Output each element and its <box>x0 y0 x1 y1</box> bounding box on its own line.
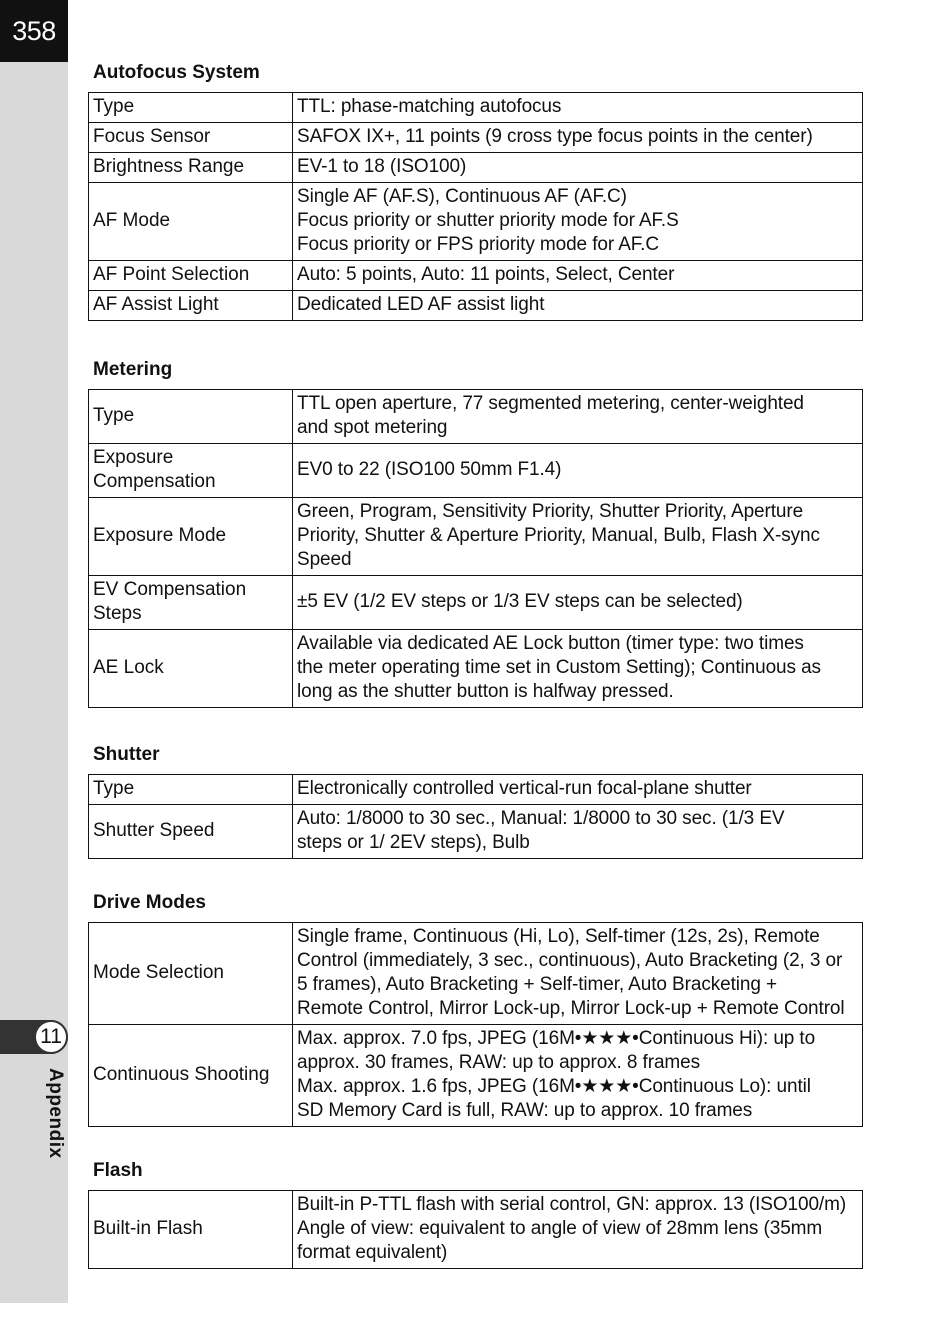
chapter-title: Appendix <box>45 1068 66 1159</box>
row-value: TTL open aperture, 77 segmented metering, center-weighted and spot metering <box>293 390 863 444</box>
row-label: Exposure Compensation <box>89 444 293 498</box>
row-label: AF Assist Light <box>89 291 293 321</box>
table-row <box>89 775 863 805</box>
table-row <box>89 123 863 153</box>
spec-table <box>88 389 863 708</box>
row-label: Type <box>89 775 293 805</box>
row-value: Built-in P-TTL flash with serial control, GN: approx. 13 (ISO100/m) Angle of view: equivalent to angle of view of 28mm lens (35mm format equivalent) <box>293 1191 863 1269</box>
row-value: ±5 EV (1/2 EV steps or 1/3 EV steps can be selected) <box>293 576 863 630</box>
section-title: Flash <box>93 1160 143 1181</box>
table-row <box>89 183 863 261</box>
table-row <box>89 390 863 444</box>
row-label: Type <box>89 390 293 444</box>
table-row <box>89 576 863 630</box>
row-label: Exposure Mode <box>89 498 293 576</box>
section-flash <box>88 1160 863 1269</box>
row-label: Focus Sensor <box>89 123 293 153</box>
section-title: Metering <box>93 359 173 380</box>
row-value: Auto: 5 points, Auto: 11 points, Select, Center <box>293 261 863 291</box>
table-row <box>89 498 863 576</box>
row-value: Single AF (AF.S), Continuous AF (AF.C) Focus priority or shutter priority mode for AF.S Focus priority or FPS priority mode for AF.C <box>293 183 863 261</box>
table-row <box>89 93 863 123</box>
section-autofocus <box>88 62 863 321</box>
row-label: AF Mode <box>89 183 293 261</box>
row-value: Single frame, Continuous (Hi, Lo), Self-timer (12s, 2s), Remote Control (immediately, 3 sec., continuous), Auto Bracketing (2, 3 or 5 frames), Auto Bracketing + Self-timer, Auto Bracketing + Remote Control, Mirror Lock-up, Mirror Lock-up + Remote Control <box>293 923 863 1025</box>
row-value: Green, Program, Sensitivity Priority, Shutter Priority, Aperture Priority, Shutter & Aperture Priority, Manual, Bulb, Flash X-sync Speed <box>293 498 863 576</box>
row-label: Built-in Flash <box>89 1191 293 1269</box>
row-label: Brightness Range <box>89 153 293 183</box>
row-value: EV0 to 22 (ISO100 50mm F1.4) <box>293 444 863 498</box>
row-value: TTL: phase-matching autofocus <box>293 93 863 123</box>
row-label: Mode Selection <box>89 923 293 1025</box>
section-title: Autofocus System <box>93 62 260 83</box>
row-label: AE Lock <box>89 630 293 708</box>
spec-table <box>88 92 863 321</box>
page-number: 358 <box>0 0 68 62</box>
row-label: Continuous Shooting <box>89 1025 293 1127</box>
row-label: Shutter Speed <box>89 805 293 859</box>
table-row <box>89 805 863 859</box>
table-row <box>89 153 863 183</box>
table-row <box>89 630 863 708</box>
table-row <box>89 1191 863 1269</box>
section-metering <box>88 359 863 708</box>
row-label: Type <box>89 93 293 123</box>
table-row <box>89 444 863 498</box>
section-drive-modes <box>88 892 863 1127</box>
spec-table <box>88 1190 863 1269</box>
row-label: AF Point Selection <box>89 261 293 291</box>
row-value: EV-1 to 18 (ISO100) <box>293 153 863 183</box>
spec-table <box>88 922 863 1127</box>
table-row <box>89 261 863 291</box>
row-value: Max. approx. 7.0 fps, JPEG (16M•★★★•Continuous Hi): up to approx. 30 frames, RAW: up to approx. 8 frames Max. approx. 1.6 fps, JPEG (16M•★★★•Continuous Lo): until SD Memory Card is full, RAW: up to approx. 10 frames <box>293 1025 863 1127</box>
row-value: Dedicated LED AF assist light <box>293 291 863 321</box>
row-value: Auto: 1/8000 to 30 sec., Manual: 1/8000 to 30 sec. (1/3 EV steps or 1/ 2EV steps), Bulb <box>293 805 863 859</box>
table-row <box>89 291 863 321</box>
table-row <box>89 1025 863 1127</box>
section-title: Shutter <box>93 744 160 765</box>
section-shutter <box>88 744 863 859</box>
row-value: Electronically controlled vertical-run focal-plane shutter <box>293 775 863 805</box>
table-row <box>89 923 863 1025</box>
chapter-number: 11 <box>34 1020 68 1054</box>
section-title: Drive Modes <box>93 892 206 913</box>
row-label: EV Compensation Steps <box>89 576 293 630</box>
row-value: Available via dedicated AE Lock button (timer type: two times the meter operating time set in Custom Setting); Continuous as long as the shutter button is halfway pressed. <box>293 630 863 708</box>
spec-table <box>88 774 863 859</box>
row-value: SAFOX IX+, 11 points (9 cross type focus points in the center) <box>293 123 863 153</box>
